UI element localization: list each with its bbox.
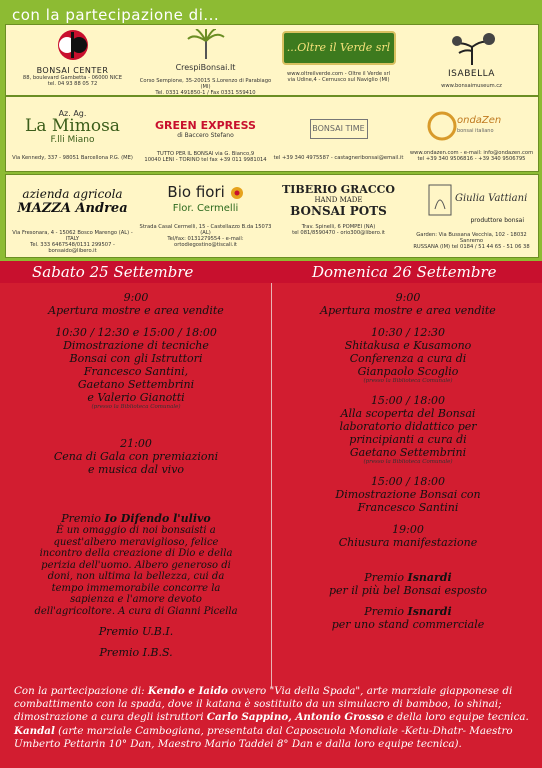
sponsor-row-3 [5, 174, 539, 258]
sponsor-phone: tel. 04 93 88 05 72 [47, 81, 98, 87]
sponsor-phone: Tel/fax: 0131279554 - e-mail: ortodiegostino@tiscali.it [167, 236, 244, 248]
event-text: Gaetano Settembrini [77, 378, 195, 391]
sponsor-name-text: Bio fiori [167, 183, 225, 201]
sponsor-phone: Tel. 333 6467548/0131 299507 - bonsaido@libero.it [30, 242, 115, 254]
event-text: e musica dal vivo [87, 463, 185, 476]
premio-ulivo-title [20, 512, 252, 525]
premio-text: doni, non ultima la bellezza, cui da [47, 571, 225, 582]
day-header-sunday: Domenica 26 Settembre [312, 263, 497, 281]
sponsor-address: TUTTO PER IL BONSAI via G. Bianco,9 [156, 151, 255, 157]
sponsor-phone: Tel. 0331 491850-1 / Fax 0331 559410 [155, 90, 256, 96]
event-text: principianti a cura di [349, 433, 467, 446]
tree-logo-icon [449, 27, 495, 65]
sponsor-address: Via Kennedy, 337 - 98051 Barcellona P.G. (ME) [12, 155, 133, 161]
sponsor-phone: tel +39 340 9506816 - +39 340 9506795 [417, 156, 526, 162]
sponsor-name: ISABELLA [448, 69, 495, 79]
premio-text: per uno stand commerciale [331, 618, 485, 631]
event-text: Bonsai con gli Istruttori [69, 352, 203, 365]
event-text: Francesco Santini [357, 501, 459, 514]
palm-logo-icon [186, 29, 226, 59]
sponsor-name: CrespiBonsai.It [175, 63, 236, 72]
sponsor-subname: produttore bonsai [470, 217, 524, 224]
sponsor-phone: 10040 LENI - TORINO tel fax +39 011 9981014 [144, 157, 267, 163]
sponsor-ondazen [405, 97, 538, 171]
wave-logo-icon [425, 111, 459, 141]
sponsor-prefix: Az. Ag. [58, 109, 87, 118]
premio-text: dell'agricoltore. A cura di Gianni Picella [34, 605, 238, 617]
sponsor-row-1 [5, 24, 539, 96]
premio-isnardi-2 [290, 605, 526, 618]
ondazen-logo [405, 111, 538, 141]
event-time: 9:00 [395, 291, 421, 304]
sponsor-website: www.bonsaimuseum.cz [441, 83, 502, 89]
sponsor-name: GREEN EXPRESS [155, 119, 256, 132]
flower-icon [230, 186, 244, 200]
sponsor-website: www.oltreilverde.com - Oltre il Verde srl [286, 71, 391, 77]
sponsor-phone: tel 081/8590470 - orio300@libero.it [292, 230, 385, 236]
sponsor-subname-2: BONSAI POTS [290, 204, 387, 218]
premio-name: Isnardi [407, 605, 452, 618]
event-time: 15:00 / 18:00 [370, 475, 446, 488]
premio-text: incontro della creazione di Dio e della [39, 548, 233, 559]
sponsor-name [139, 183, 272, 201]
premio-text: quest'albero meraviglioso, felice [53, 536, 219, 548]
sponsor-address: 88, boulevard Gambetta - 06000 NICE [22, 75, 123, 81]
sponsor-subname: F.lli Miano [50, 135, 95, 145]
paragraph-text: e della loro equipe tecnica. [383, 711, 529, 724]
event-time: 19:00 [392, 523, 424, 536]
sponsor-name: MAZZA Andrea [17, 201, 128, 216]
sponsor-giulia-vattiani [405, 175, 538, 257]
sponsor-crespi [139, 25, 272, 95]
event-time: 15:00 / 18:00 [370, 394, 446, 407]
event-time: 10:30 / 12:30 e 15:00 / 18:00 [55, 326, 217, 339]
sponsor-bonsai-time [272, 97, 405, 171]
event-text: e Valerio Gianotti [87, 391, 185, 404]
sponsor-phone: RUSSANA (IM) tel 0184 / 51 44 65 - 51 06 38 [413, 244, 530, 250]
paragraph-text: Con la partecipazione di: [14, 685, 148, 697]
premio-name: Io Difendo l'ulivo [104, 512, 211, 525]
sponsor-name: BONSAI CENTER [36, 66, 109, 75]
sponsor-address: Trav. Spinelli, 6 POMPEI (NA) [301, 224, 376, 230]
event-text: Dimostrazione Bonsai con [335, 488, 481, 501]
sponsor-bonsai-center [6, 25, 139, 95]
premio-text: È un omaggio di noi bonsaisti a [56, 525, 216, 536]
event-text: Gaetano Settembrini [349, 446, 467, 459]
participation-paragraph [14, 685, 536, 751]
sponsor-phone: tel +39 340 4975587 - castagneribonsai@email.it [273, 155, 404, 161]
sponsor-address: via Udine,4 - Cernusco sul Naviglio (MI) [287, 77, 390, 83]
sponsor-name: ...Oltre il Verde srl [282, 31, 396, 65]
premio-text: tempo immemorabile concorre la [51, 582, 221, 594]
sponsor-row-2 [5, 96, 539, 172]
sponsor-mazza [6, 175, 139, 257]
signature-logo-icon [427, 183, 453, 217]
sponsor-la-mimosa [6, 97, 139, 171]
paragraph-highlight: Carlo Sappino, Antonio Grosso [206, 711, 384, 724]
saturday-program [20, 291, 252, 659]
sponsor-oltre-il-verde [272, 25, 405, 95]
premio-ubi: Premio U.B.I. [98, 625, 174, 638]
event-note: (presso la Biblioteca Comunale) [91, 404, 181, 410]
premio-label: Premio [364, 605, 405, 618]
sponsor-isabella [405, 25, 538, 95]
event-text: Conferenza a cura di [349, 352, 467, 365]
sponsor-name: ondaZen [457, 115, 502, 126]
event-text: Cena di Gala con premiazioni [53, 450, 219, 463]
event-text: Gianpaolo Scoglio [357, 365, 459, 378]
bonsai-center-logo-icon [53, 28, 93, 62]
event-text: Alla scoperta del Bonsai [340, 407, 476, 420]
sponsor-bio-fiori [139, 175, 272, 257]
premio-text: per il più bel Bonsai esposto [328, 584, 488, 597]
sponsor-address: Garden: Via Bussana Vecchia, 102 - 18032 Sanremo [416, 232, 527, 244]
premio-text: perizia dell'uomo. Albero generoso di [41, 559, 231, 571]
premio-isnardi-1 [290, 571, 526, 584]
sponsor-prefix: azienda agricola [22, 187, 123, 201]
sponsor-green-express [139, 97, 272, 171]
event-text: Dimostrazione di tecniche [63, 339, 209, 352]
event-text: Francesco Santini, [83, 365, 189, 378]
sponsor-subname: Flor. Cermelli [172, 203, 239, 214]
sponsor-subname: HAND MADE [314, 196, 363, 204]
event-text: Apertura mostre e area vendite [320, 304, 496, 317]
event-note: (presso la Biblioteca Comunale) [363, 459, 453, 465]
event-text: laboratorio didattico per [339, 420, 477, 433]
column-divider [271, 283, 272, 688]
event-text: Chiusura manifestazione [338, 536, 478, 549]
sponsor-name: Giulia Vattiani [455, 193, 528, 204]
event-text: Shitakusa e Kusamono [344, 339, 472, 352]
sponsor-address: Strada Casal Cermelli, 15 - Castellazzo B.da 15073 (AL) [139, 224, 272, 236]
event-time: 21:00 [120, 437, 152, 450]
vattiani-logo [405, 183, 538, 217]
paragraph-highlight: Kendo e Iaido [147, 685, 228, 697]
sponsor-name: TIBERIO GRACCO [282, 183, 395, 196]
premio-label: Premio [364, 571, 405, 584]
sponsor-subname: di Baccero Stefano [177, 132, 234, 139]
paragraph-text: (arte marziale Cambogiana, presentata dal Caposcuola Mondiale -Ketu-Dhatr- Maestro Umberto Pettarin 10° Dan, Maestro Mario Taddei 8° Dan e dalla loro equipe tecnica). [14, 724, 513, 750]
event-text: Apertura mostre e area vendite [48, 304, 224, 317]
premio-name: Isnardi [407, 571, 452, 584]
event-time: 10:30 / 12:30 [370, 326, 446, 339]
sunday-program [290, 291, 526, 631]
sponsor-name: BONSAI TIME [310, 119, 368, 139]
event-time: 9:00 [123, 291, 149, 304]
header-text: con la partecipazione di... [12, 6, 220, 24]
sponsor-subname: bonsai italiano [457, 128, 494, 134]
sponsor-tiberio-gracco [272, 175, 405, 257]
premio-ibs: Premio I.B.S. [99, 646, 173, 659]
sponsor-name: La Mimosa [25, 116, 120, 136]
premio-text: sapienza e l'amore devoto [70, 594, 202, 605]
day-header-saturday: Sabato 25 Settembre [32, 263, 194, 281]
event-note: (presso la Biblioteca Comunale) [363, 378, 453, 384]
sponsor-address: Corso Sempione, 35-20015 S.Lorenzo di Parabiago (MI) [139, 78, 272, 90]
premio-label: Premio [61, 512, 101, 525]
paragraph-highlight: Kandal [14, 724, 55, 737]
paragraph-text: ovvero "Via della Spada", arte marziale giapponese di combattimento con la spada, dove il katana è sostituito da un simulacro di bamboo, lo shinai; dimostrazione a cura degli istruttori [14, 685, 513, 724]
sponsor-address: Via Fresonara, 4 - 15062 Bosco Marengo (AL) - ITALY [12, 230, 133, 242]
sponsor-website: www.ondazen.com - e-mail: info@ondazen.com [409, 150, 534, 156]
